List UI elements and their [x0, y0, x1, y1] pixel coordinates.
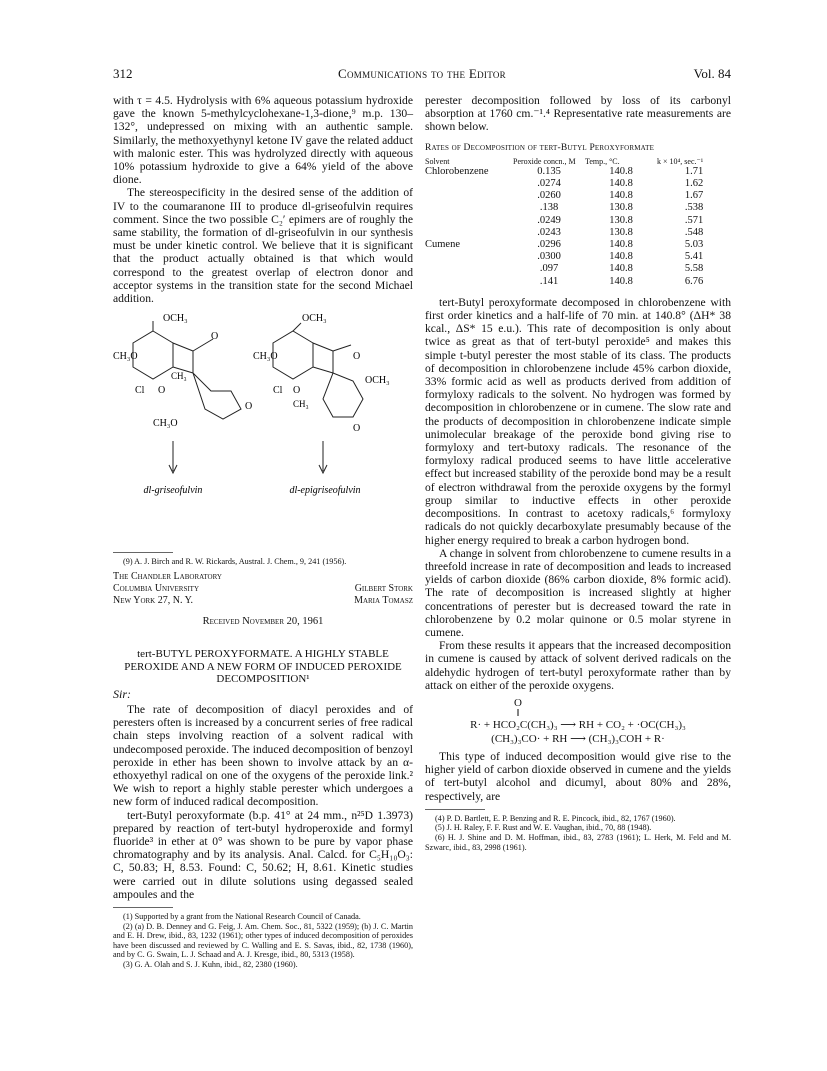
- struct-label: CH₃O: [113, 351, 138, 363]
- footnote: (1) Supported by a grant from the National Research Council of Canada.: [123, 912, 361, 921]
- paragraph: This type of induced decomposition would give rise to the higher yield of carbon dioxide observed in cumene and the yields of tert-butyl alcohol and dicumyl, about 80% and 28%, respectively, are: [425, 749, 731, 803]
- struct-label: CH₃O: [253, 351, 278, 363]
- table-cell: Chlorobenzene: [425, 165, 489, 177]
- running-title: Communications to the Editor: [338, 66, 506, 81]
- table-cell: .141: [539, 275, 559, 287]
- struct-label: O: [353, 351, 361, 363]
- struct-label: O: [293, 385, 301, 397]
- table-row: [425, 227, 731, 239]
- table-cell: Cumene: [425, 239, 460, 251]
- paragraph: A change in solvent from chlorobenzene to cumene results in a threefold increase in rate of decomposition and leads to increased yields of carbon dioxide (86% carbon dioxide, 8% formic acid). The rate of decomposition is increased slightly at higher concentrations of perester but is decreased toward the rate in chlorobenzene by 0.2 molar quinone or 0.5 molar styrene in cumene.: [425, 546, 731, 639]
- footnote: (9) A. J. Birch and R. W. Rickards, Austral. J. Chem., 9, 241 (1956).: [123, 557, 347, 567]
- left-column: [113, 94, 413, 970]
- table-cell: [425, 227, 513, 239]
- footnote: (3) G. A. Olah and S. J. Kuhn, ibid., 82, 2380 (1960).: [123, 959, 298, 969]
- struct-label: O: [353, 423, 361, 435]
- footnote-divider: [425, 809, 485, 810]
- equation-double-bond: ‖: [516, 706, 520, 719]
- rates-table-block: [425, 142, 731, 288]
- struct-label: O: [211, 331, 219, 343]
- paragraph: perester decomposition followed by loss of its carbonyl absorption at 1760 cm.⁻¹.⁴ Representative rate measurements are shown below.: [425, 94, 731, 134]
- table-cell: 140.8: [609, 178, 633, 190]
- table-row: [425, 166, 731, 178]
- struct-label: CH₃: [293, 399, 309, 410]
- table-cell: .0260: [537, 190, 561, 202]
- reaction-equations: [425, 698, 731, 746]
- chemical-structures-figure: [113, 311, 413, 541]
- table-cell: 140.8: [609, 239, 633, 251]
- griseofulvin-structure: [133, 321, 241, 419]
- table-header: Peroxide concn., M: [513, 156, 576, 166]
- footnote-divider: [113, 552, 173, 553]
- equation-line: R· + HCO₂C(CH₃)₃ ⟶ RH + CO₂ + ·OC(CH₃)₃: [470, 718, 686, 731]
- struct-label: CH₃O: [153, 418, 178, 430]
- equation-carbonyl-o: O: [514, 696, 522, 709]
- footnote: (2) (a) D. B. Denney and G. Feig, J. Am. Chem. Soc., 81, 5322 (1959); (b) J. C. Martin and E. H. Drew, ibid., 83, 1232 (1961); other types of induced decomposition of peroxides have been discussed and reviewed by C. Walling and E. S. Savas, ibid., 82, 1738 (1960), and by C. G. Swain, L. J. Schaad and A. J. Kresge, ibid., 80, 5313 (1958).: [113, 921, 413, 960]
- table-cell: 130.8: [609, 214, 633, 226]
- paragraph: tert-Butyl peroxyformate (b.p. 41° at 24 mm., n²⁵D 1.3973) prepared by reaction of tert-butyl hydroperoxide and formyl fluoride³ in ether at 0° was shown to be pure by vapor phase chromatography and by its analysis. Anal. Calcd. for C₅H₁₀O₃: C, 50.83; H, 8.53. Found: C, 50.62; H, 8.61. Kinetic studies were carried out in dilute solutions using degassed sealed ampoules and the: [113, 808, 413, 901]
- footnote: (6) H. J. Shine and D. M. Hoffman, ibid., 83, 2783 (1961); L. Herk, M. Feld and M. Szwarc, ibid., 83, 2998 (1961).: [425, 832, 731, 852]
- table-row: [425, 276, 731, 288]
- struct-label: OCH₃: [302, 313, 327, 325]
- table-cell: [425, 276, 513, 288]
- table-cell: 130.8: [609, 202, 633, 214]
- structure-caption: dl-epigriseofulvin: [289, 485, 361, 497]
- footnote-divider: [113, 907, 173, 908]
- table-caption: Rates of Decomposition of tert-Butyl Peroxyformate: [425, 142, 655, 153]
- table-row: [425, 202, 731, 214]
- table-cell: [425, 263, 513, 275]
- table-cell: .0274: [537, 178, 561, 190]
- right-column: [425, 94, 731, 852]
- struct-label: OCH₃: [365, 375, 390, 387]
- table-cell: .571: [684, 214, 704, 226]
- received-date: Received November 20, 1961: [202, 616, 324, 628]
- paragraph: with τ = 4.5. Hydrolysis with 6% aqueous potassium hydroxide gave the known 5-methylcyclohexane-1,3-dione,⁹ m.p. 130–132°, undepressed on mixing with an authentic sample. Similarly, the methoxyethynyl ketone IV gave the related adduct with malonic ester. This was hydrolyzed directly with aqueous 10% potassium hydroxide to give a 64% yield of the above dione.: [113, 94, 413, 187]
- table-row: [425, 178, 731, 190]
- table-cell: .0300: [537, 251, 561, 263]
- table-header: Solvent: [425, 156, 450, 166]
- struct-label: Cl: [135, 385, 145, 397]
- table-cell: 5.03: [684, 239, 704, 251]
- reaction-arrows: [169, 441, 327, 473]
- table-header: k × 10⁴, sec.⁻¹: [657, 156, 704, 166]
- struct-label: Cl: [273, 385, 283, 397]
- table-cell: .097: [539, 263, 559, 275]
- table-cell: 140.8: [609, 263, 633, 275]
- lab-name: The Chandler Laboratory: [113, 571, 222, 583]
- table-header: Temp., °C.: [585, 156, 620, 166]
- author-name: Maria Tomasz: [354, 595, 413, 607]
- footnote: (5) J. H. Raley, F. F. Rust and W. E. Vaughan, ibid., 70, 88 (1948).: [435, 823, 652, 833]
- paragraph: The stereospecificity in the desired sense of the addition of IV to the coumaranone III to produce dl-griseofulvin requires comment. Since the two possible C₂′ epimers are of roughly the same stability, the formation of dl-griseofulvin in our synthesis must be under kinetic control. We believe that it is significant that the product actually obtained is that which would correspond to the greatest overlap of electron donor and acceptor systems in the transition state for the second Michael addition.: [113, 186, 413, 306]
- table-cell: 140.8: [609, 275, 633, 287]
- paragraph: The rate of decomposition of diacyl peroxides and of peresters often is increased by a concurrent series of free radical chain steps involving reaction of a solvent radical with undecomposed peroxide. The induced decomposition of benzoyl peroxide in ether has been shown to involve attack by an α-ethoxyethyl radical on one of the oxygens of the peroxide link.² We wish to report a highly stable perester which undergoes a new form of induced radical decomposition.: [113, 702, 413, 809]
- table-cell: .0296: [537, 239, 561, 251]
- salutation: Sir:: [113, 686, 131, 701]
- volume-label: Vol. 84: [693, 66, 731, 81]
- table-cell: .138: [539, 202, 559, 214]
- table-cell: [425, 202, 513, 214]
- table-cell: 1.62: [684, 178, 704, 190]
- university-name: Columbia University: [113, 583, 199, 595]
- table-cell: .548: [684, 226, 704, 238]
- city-name: New York 27, N. Y.: [113, 595, 194, 607]
- author-name: Gilbert Stork: [354, 583, 413, 595]
- table-cell: 140.8: [609, 190, 633, 202]
- table-cell: 0.135: [537, 165, 561, 177]
- table-cell: [425, 215, 513, 227]
- struct-label: CH₃: [171, 371, 187, 382]
- table-cell: [425, 190, 513, 202]
- table-cell: 140.8: [609, 165, 633, 177]
- equation-line: (CH₃)₃CO· + RH ⟶ (CH₃)₃COH + R·: [491, 732, 665, 745]
- table-row: [425, 239, 731, 251]
- page-header: [113, 66, 731, 84]
- paragraph: From these results it appears that the increased decomposition in cumene is caused by attack of solvent derived radicals on the aldehydic hydrogen of tert-butyl peroxyformate rather than by attack on either of the peroxide oxygens.: [425, 639, 731, 692]
- table-row: [425, 251, 731, 263]
- affiliation-block: [113, 567, 413, 615]
- table-cell: .538: [684, 202, 704, 214]
- table-cell: 1.67: [684, 190, 704, 202]
- page-number: 312: [113, 66, 133, 81]
- table-cell: 6.76: [684, 275, 704, 287]
- table-cell: 130.8: [609, 226, 633, 238]
- struct-label: OCH₃: [163, 313, 188, 325]
- struct-label: O: [158, 385, 166, 397]
- table-cell: 5.41: [684, 251, 704, 263]
- table-cell: [425, 251, 513, 263]
- table-header-row: [425, 157, 731, 166]
- table-row: [425, 215, 731, 227]
- table-cell: .0249: [537, 214, 561, 226]
- table-cell: 5.58: [684, 263, 704, 275]
- article-title: tert-BUTYL PEROXYFORMATE. A HIGHLY STABLE PEROXIDE AND A NEW FORM OF INDUCED PEROXIDE DECOMPOSITION¹: [124, 648, 402, 686]
- footnote: (4) P. D. Bartlett, E. P. Benzing and R. E. Pincock, ibid., 82, 1767 (1960).: [435, 813, 676, 823]
- table-cell: 140.8: [609, 251, 633, 263]
- struct-label: O: [245, 401, 253, 413]
- table-cell: .0243: [537, 226, 561, 238]
- epigriseofulvin-structure: [273, 323, 363, 417]
- table-cell: 1.71: [684, 165, 704, 177]
- structure-caption: dl-griseofulvin: [143, 485, 203, 497]
- table-row: [425, 190, 731, 202]
- table-cell: [425, 178, 513, 190]
- table-row: [425, 263, 731, 275]
- paragraph: tert-Butyl peroxyformate decomposed in chlorobenzene with first order kinetics and a half-life of 70 min. at 140.8° (ΔH* 38 kcal., ΔS* 15 e.u.). This rate of decomposition is only about twice as great as that of tert-butyl peroxide⁵ and makes this simple t-butyl perester the most stable of its class. The products of decomposition in chlorobenzene include 45% carbon dioxide, 33% formic acid as well as products derived from addition of formyloxy radicals to the solvent. No hydrogen was formed by decomposition in chlorobenzene or in cumene. The slow rate and the products of decomposition in chlorobenzene indicate simple unimolecular breakage of the peroxide bond giving rise to formyloxy and tert-butoxy radicals. The resonance of the formyloxy radical produced seems to have little accelerative effect but increased stability of the peroxide bond may be a result of electron withdrawal from the peroxide oxygens by the formyl group similar to inductive effects in other peroxide decompositions. In contrast to acetoxy radicals,⁶ formyloxy radicals do not quickly decarboxylate presumably because of the higher energy required to break a carbon hydrogen bond.: [425, 295, 731, 547]
- rates-table: [425, 157, 731, 288]
